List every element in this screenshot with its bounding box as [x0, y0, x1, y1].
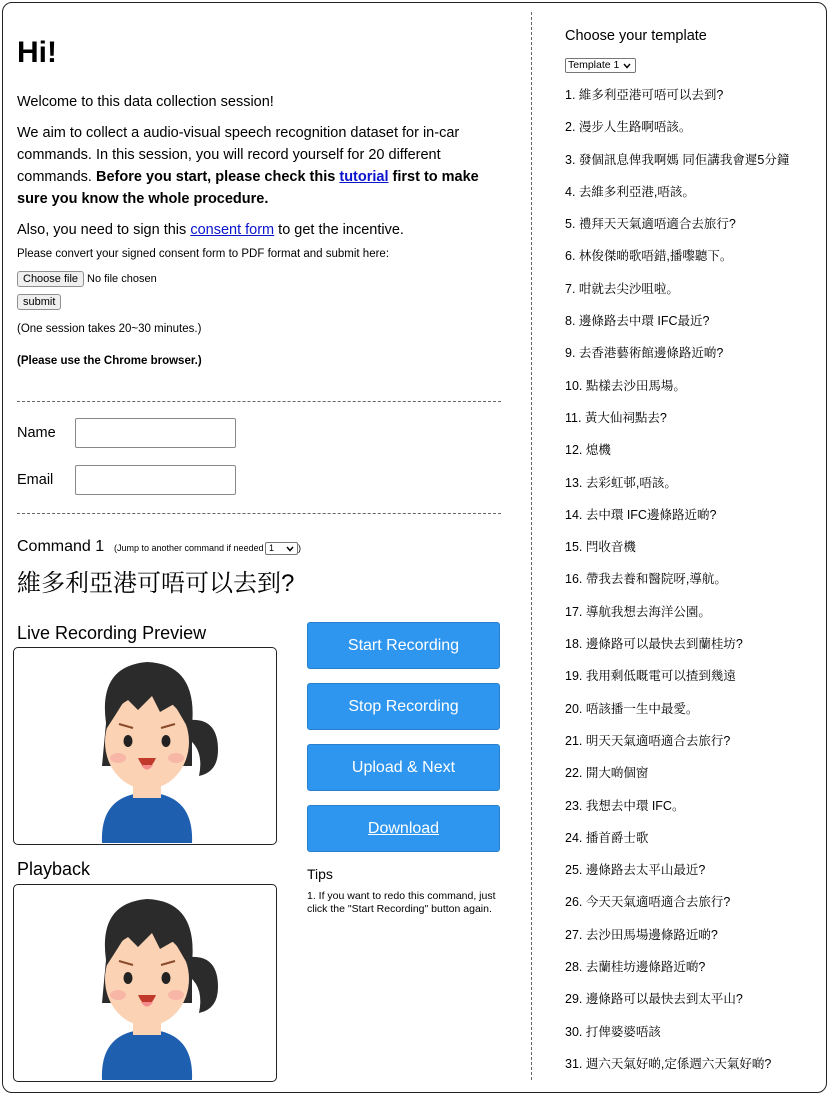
- consent-text-2: to get the incentive.: [274, 222, 404, 238]
- welcome-text: Welcome to this data collection session!: [17, 94, 274, 110]
- template-heading: Choose your template: [565, 28, 707, 44]
- template-select[interactable]: [565, 58, 636, 73]
- live-preview-title: Live Recording Preview: [17, 623, 207, 643]
- template-command-item: 5. 禮拜天天氣適唔適合去旅行?: [565, 217, 736, 232]
- command-jump-value: 1: [269, 543, 275, 553]
- template-command-item: 24. 播首爵士歌: [565, 830, 649, 845]
- template-command-item: 23. 我想去中環 IFC。: [565, 798, 685, 813]
- template-command-item: 12. 熄機: [565, 443, 611, 458]
- template-command-item: 6. 林俊傑啲歌唔錯,播嚟聽下。: [565, 249, 733, 264]
- choose-file-button[interactable]: Choose file: [17, 271, 84, 287]
- chevron-down-icon: [286, 546, 294, 552]
- tips-title: Tips: [307, 866, 333, 882]
- template-select-value: Template 1: [568, 59, 620, 71]
- stop-recording-button[interactable]: Stop Recording: [307, 683, 500, 730]
- girl-avatar-icon: [14, 885, 275, 1080]
- playback-title: Playback: [17, 859, 91, 879]
- live-preview-video: [13, 647, 277, 845]
- convert-note: Please convert your signed consent form to PDF format and submit here:: [17, 248, 390, 260]
- tips-text: 1. If you want to redo this command, just click the "Start Recording" button again.: [307, 890, 496, 915]
- template-command-item: 10. 點樣去沙田馬場。: [565, 378, 686, 393]
- download-button[interactable]: [307, 805, 500, 852]
- template-command-item: 9. 去香港藝術館邊條路近啲?: [565, 346, 724, 361]
- template-command-item: 17. 導航我想去海洋公園。: [565, 604, 711, 619]
- file-status: No file chosen: [87, 273, 157, 285]
- template-command-item: 25. 邊條路去太平山最近?: [565, 863, 706, 878]
- chevron-down-icon: [623, 63, 631, 69]
- template-command-item: 28. 去蘭桂坊邊條路近啲?: [565, 960, 706, 975]
- template-command-item: 13. 去彩虹邨,唔該。: [565, 475, 677, 490]
- template-command-item: 22. 開大啲個窗: [565, 766, 649, 781]
- intro-paragraph: [17, 122, 501, 210]
- template-command-item: 21. 明天天氣適唔適合去旅行?: [565, 733, 731, 748]
- column-divider: [531, 12, 532, 1080]
- download-label: Download: [367, 819, 440, 837]
- template-command-item: 31. 週六天氣好啲,定係週六天氣好啲?: [565, 1056, 772, 1071]
- template-command-item: 27. 去沙田馬場邊條路近啲?: [565, 927, 718, 942]
- template-command-item: 1. 維多利亞港可唔可以去到?: [565, 88, 724, 102]
- name-field[interactable]: [75, 418, 236, 448]
- submit-button[interactable]: submit: [17, 294, 61, 310]
- template-command-item: 19. 我用剩低嘅電可以揸到幾遠: [565, 669, 736, 684]
- email-label: Email: [17, 472, 54, 488]
- upload-next-button[interactable]: Upload & Next: [307, 744, 500, 791]
- template-command-item: 26. 今天天氣適唔適合去旅行?: [565, 895, 731, 910]
- template-command-item: 18. 邊條路可以最快去到蘭桂坊?: [565, 637, 743, 652]
- intro-bold-text-2: first to make sure you know the whole procedure.: [17, 169, 479, 207]
- template-command-item: 3. 發個訊息俾我啊媽 同佢講我會遲5分鐘: [565, 152, 790, 167]
- page-title: Hi!: [17, 36, 57, 69]
- template-command-item: 7. 咁就去尖沙咀啦。: [565, 281, 679, 296]
- template-command-item: 20. 唔該播一生中最愛。: [565, 701, 699, 716]
- command-text: 維多利亞港可唔可以去到?: [17, 570, 295, 597]
- template-command-item: 30. 打俾婆婆唔該: [565, 1024, 661, 1039]
- template-command-item: 4. 去維多利亞港,唔該。: [565, 184, 695, 199]
- browser-note: (Please use the Chrome browser.): [17, 355, 202, 367]
- intro-bold-text: Before you start, please check this: [95, 169, 340, 185]
- template-command-list: [565, 83, 789, 1084]
- girl-avatar-icon: [14, 648, 275, 843]
- playback-video: [13, 884, 277, 1082]
- tutorial-link[interactable]: tutorial: [339, 169, 389, 185]
- command-label: Command 1: [17, 538, 105, 555]
- command-jump-select[interactable]: [265, 542, 298, 555]
- template-command-item: 14. 去中環 IFC邊條路近啲?: [565, 507, 717, 522]
- template-command-item: 8. 邊條路去中環 IFC最近?: [565, 314, 710, 329]
- start-recording-button[interactable]: Start Recording: [307, 622, 500, 669]
- jump-note: (Jump to another command if needed: [114, 543, 264, 553]
- consent-text: Also, you need to sign this: [17, 222, 191, 238]
- template-command-item: 2. 漫步人生路啊唔該。: [565, 120, 692, 135]
- intro-text: We aim to collect a audio-visual speech recognition dataset for in-car commands. In this session, you will record yourself for 20 different commands.: [17, 125, 460, 185]
- divider: [17, 401, 501, 402]
- jump-note-close: ): [298, 543, 301, 553]
- template-command-item: 29. 邊條路可以最快去到太平山?: [565, 992, 743, 1007]
- consent-form-link[interactable]: consent form: [190, 222, 275, 238]
- template-command-item: 15. 閂收音機: [565, 540, 636, 555]
- divider: [17, 513, 501, 514]
- email-field[interactable]: [75, 465, 236, 495]
- session-time-note: (One session takes 20~30 minutes.): [17, 323, 202, 335]
- template-command-item: 16. 帶我去養和醫院呀,導航。: [565, 572, 727, 587]
- name-label: Name: [17, 425, 56, 441]
- consent-paragraph: [17, 219, 501, 241]
- template-command-item: 11. 黃大仙祠點去?: [565, 410, 667, 425]
